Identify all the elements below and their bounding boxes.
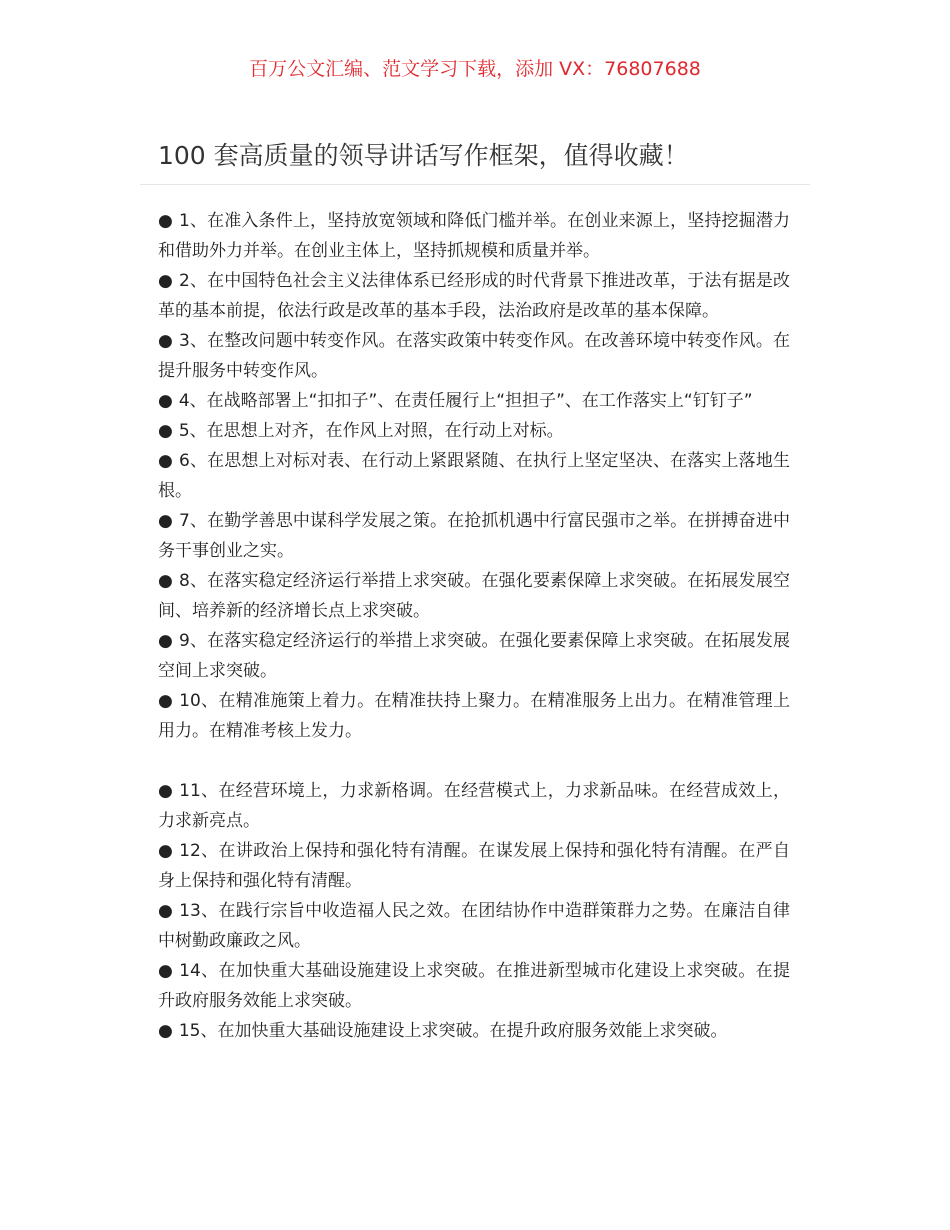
list-item-text: 5、在思想上对齐，在作风上对照，在行动上对标。: [178, 421, 564, 441]
list-item-text: 1、在准入条件上，坚持放宽领域和降低门槛并举。在创业来源上，坚持挖掘潜力和借助外力并举。在创业主体上，坚持抓规模和质量并举。: [158, 211, 790, 261]
list-item: [158, 626, 790, 686]
list-item: [158, 326, 790, 386]
list-item-text: 6、在思想上对标对表、在行动上紧跟紧随、在执行上坚定坚决、在落实上落地生根。: [158, 451, 790, 501]
list-item: [158, 506, 790, 566]
bullet-icon: ●: [158, 961, 174, 981]
bullet-icon: ●: [158, 391, 173, 411]
article-body: [158, 206, 790, 1046]
list-item-text: 8、在落实稳定经济运行举措上求突破。在强化要素保障上求突破。在拓展发展空间、培养新的经济增长点上求突破。: [158, 571, 790, 621]
list-item-text: 4、在战略部署上“扣扣子”、在责任履行上“担担子”、在工作落实上“钉钉子”: [178, 391, 753, 411]
list-item-text: 13、在践行宗旨中收造福人民之效。在团结协作中造群策群力之势。在廉洁自律中树勤政廉政之风。: [158, 901, 790, 951]
bullet-icon: ●: [158, 451, 173, 471]
list-item: [158, 386, 790, 416]
list-item-text: 3、在整改问题中转变作风。在落实政策中转变作风。在改善环境中转变作风。在提升服务中转变作风。: [158, 331, 790, 381]
list-item-text: 14、在加快重大基础设施建设上求突破。在推进新型城市化建设上求突破。在提升政府服务效能上求突破。: [158, 961, 790, 1011]
bullet-icon: ●: [158, 691, 174, 711]
list-item: [158, 416, 790, 446]
bullet-icon: ●: [158, 631, 173, 651]
bullet-icon: ●: [158, 841, 174, 861]
list-item-text: 2、在中国特色社会主义法律体系已经形成的时代背景下推进改革，于法有据是改革的基本前提，依法行政是改革的基本手段，法治政府是改革的基本保障。: [158, 271, 790, 321]
list-item: [158, 686, 790, 746]
bullet-icon: ●: [158, 331, 173, 351]
list-item-text: 9、在落实稳定经济运行的举措上求突破。在强化要素保障上求突破。在拓展发展空间上求突破。: [158, 631, 790, 681]
list-item-text: 11、在经营环境上，力求新格调。在经营模式上，力求新品味。在经营成效上，力求新亮点。: [158, 781, 790, 831]
list-item: [158, 206, 790, 266]
list-item-text: 15、在加快重大基础设施建设上求突破。在提升政府服务效能上求突破。: [178, 1021, 728, 1041]
bullet-icon: ●: [158, 271, 173, 291]
list-item: [158, 896, 790, 956]
bullet-icon: ●: [158, 421, 173, 441]
section-spacer: [158, 746, 790, 776]
list-item: [158, 956, 790, 1016]
list-item: [158, 566, 790, 626]
promo-banner: 百万公文汇编、范文学习下载，添加 VX：76807688: [249, 58, 701, 80]
bullet-icon: ●: [158, 211, 173, 231]
title-divider: [140, 184, 810, 185]
bullet-icon: ●: [158, 901, 174, 921]
list-item-text: 7、在勤学善思中谋科学发展之策。在抢抓机遇中行富民强市之举。在拼搏奋进中务干事创业之实。: [158, 511, 790, 561]
page-title: 100 套高质量的领导讲话写作框架，值得收藏！: [158, 141, 689, 170]
bullet-icon: ●: [158, 781, 174, 801]
list-item: [158, 446, 790, 506]
list-item: [158, 1016, 790, 1046]
bullet-icon: ●: [158, 511, 173, 531]
list-item: [158, 776, 790, 836]
bullet-icon: ●: [158, 1021, 173, 1041]
list-item: [158, 266, 790, 326]
list-item: [158, 836, 790, 896]
bullet-icon: ●: [158, 571, 173, 591]
list-item-text: 10、在精准施策上着力。在精准扶持上聚力。在精准服务上出力。在精准管理上用力。在精准考核上发力。: [158, 691, 790, 741]
list-item-text: 12、在讲政治上保持和强化特有清醒。在谋发展上保持和强化特有清醒。在严自身上保持和强化特有清醒。: [158, 841, 790, 891]
